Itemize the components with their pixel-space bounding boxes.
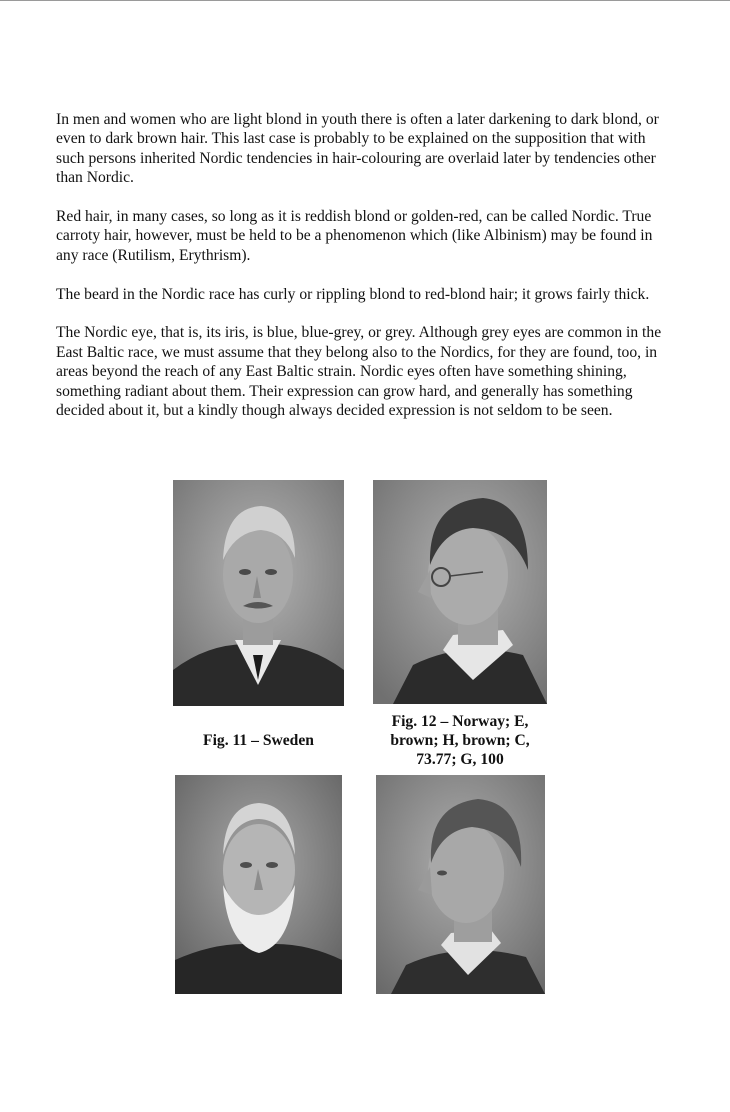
page-top-rule: [0, 0, 730, 1]
fig11-portrait-photo: [173, 480, 344, 706]
paragraph-hair-darkening: In men and women who are light blond in youth there is often a later darkening to dark blond, or even to dark brown hair. This last case is probably to be explained on the supposition that with such persons inherited Nordic tendencies in hair-colouring are overlaid later by tendencies other than Nordic.: [56, 111, 659, 187]
elderly-bearded-man-photo: [175, 775, 342, 994]
body-text: [56, 110, 668, 440]
paragraph-beard: The beard in the Nordic race has curly or rippling blond to red-blond hair; it grows fairly thick.: [56, 285, 650, 303]
fig11-caption: Fig. 11 – Sweden: [203, 732, 314, 749]
paragraph-eye: The Nordic eye, that is, its iris, is blue, blue-grey, or grey. Although grey eyes are common in the East Baltic race, we must assume that they belong also to the Nordics, for they are found, too, in areas beyond the reach of any East Baltic strain. Nordic eyes often have something shining, something radiant about them. Their expression can grow hard, and generally has something decided about it, but a kindly though always decided expression is not seldom to be seen.: [56, 324, 662, 420]
fig12-caption: Fig. 12 – Norway; E, brown; H, brown; C, 73.77; G, 100: [390, 713, 530, 768]
profile-man-photo: [376, 775, 545, 994]
fig12-portrait-photo: [373, 480, 547, 704]
paragraph-red-hair: Red hair, in many cases, so long as it is reddish blond or golden-red, can be called Nordic. True carroty hair, however, must be held to be a phenomenon which (like Albinism) may be found in any race (Rutilism, Erythrism).: [56, 208, 653, 264]
